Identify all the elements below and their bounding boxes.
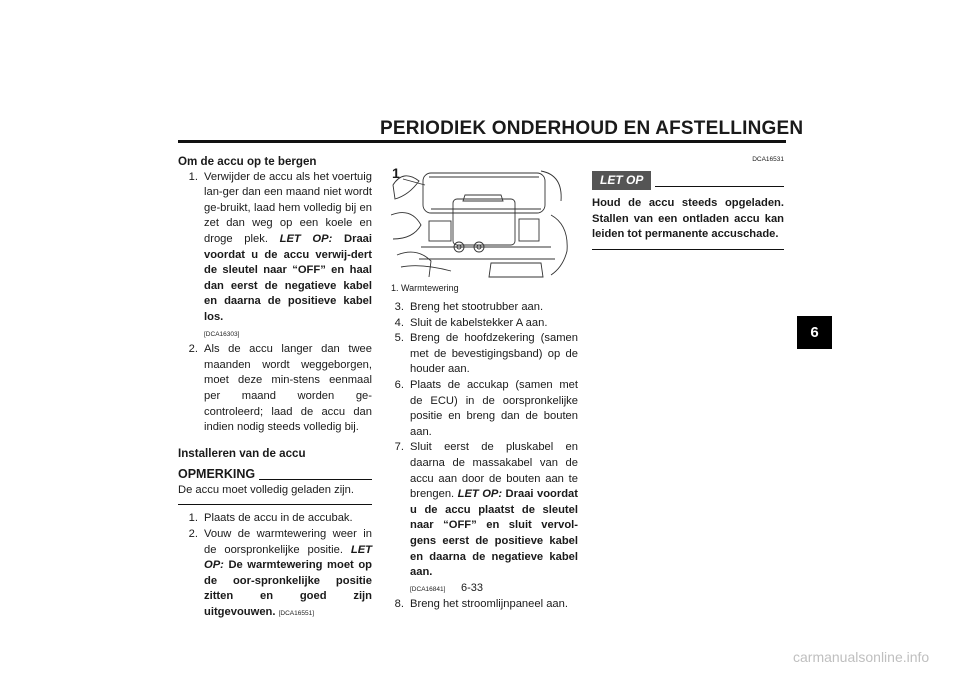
list-item (384, 316, 578, 332)
step-text: Sluit de kabelstekker A aan. (410, 316, 548, 329)
list-item (178, 170, 372, 343)
list-item (178, 527, 372, 622)
note-label: OPMERKING (178, 467, 256, 482)
step-text: Verwijder de accu als het voertuig lan-ger dan een maand niet wordt ge-bruikt, laad hem volledig bij en zet dan weg op een koele en droge plek. (204, 170, 372, 245)
page-title: PERIODIEK ONDERHOUD EN AFSTELLINGEN (380, 118, 804, 139)
left-column (178, 154, 372, 622)
list-item (178, 342, 372, 436)
middle-column (384, 300, 578, 613)
figure-caption: 1. Warmtewering (391, 283, 459, 293)
caution-label: LET OP: (279, 232, 333, 245)
page-number: 6-33 (461, 582, 484, 594)
step-text: Breng het stroomlijnpaneel aan. (410, 598, 568, 611)
step-text: Als de accu langer dan twee maanden wordt weggeborgen, moet deze min-stens eenmaal per maand worden ge-controleerd; laad de accu dan indien nodig steeds volledig bij. (204, 343, 372, 434)
list-item (384, 331, 578, 378)
header-rule (178, 140, 786, 143)
note-end-rule (178, 504, 372, 505)
note-text: De accu moet volledig geladen zijn. (178, 483, 354, 496)
list-item (384, 378, 578, 440)
chapter-tab: 6 (797, 316, 832, 349)
step-number: 3. (394, 301, 404, 313)
reference-code: [DCA16551] (278, 610, 315, 618)
step-text: Plaats de accukap (samen met de ECU) in de oorspronkelijke positie en breng dan de bouten aan. (410, 378, 578, 438)
caution-text: De warmtewering moet op de oor-spronkelijke positie zitten en goed zijn uitgevouwen. (204, 559, 372, 619)
list-item (384, 440, 578, 597)
step-text: Breng de hoofdzekering (samen met de bevestigingsband) op de houder aan. (410, 332, 578, 376)
caution-header (592, 171, 784, 191)
step-text: Sluit eerst de pluskabel en daarna de massakabel van de accu aan door de bouten aan te brengen. (410, 441, 578, 501)
caution-text: Houd de accu steeds opgeladen. Stallen van een ontladen accu kan leiden tot permanente accuschade. (592, 197, 784, 241)
step-number: 2. (188, 343, 198, 356)
note-header (178, 467, 372, 483)
reference-code: [DCA16841] (410, 585, 446, 593)
right-column (592, 152, 784, 250)
caution-text: Draai voordat u de accu verwij-dert de sleutel naar “OFF” en haal dan eerst de negatieve kabel en daarna de positieve kabel los. (204, 232, 373, 323)
reference-code: [DCA16303] (204, 330, 240, 338)
caution-end-rule (592, 249, 784, 250)
list-item (384, 597, 578, 613)
watermark: carmanualsonline.info (793, 649, 930, 665)
list-item (384, 300, 578, 316)
step-number: 1. (188, 512, 198, 525)
step-text: Plaats de accu in de accubak. (204, 512, 353, 525)
step-number: 8. (394, 598, 404, 611)
caution-badge: LET OP (592, 171, 651, 191)
caution-code: DCA16531 (752, 156, 784, 163)
install-heading: Installeren van de accu (178, 446, 306, 460)
list-item (178, 511, 372, 527)
battery-figure (391, 155, 572, 279)
caution-text: Draai voordat u de accu plaatst de sleutel naar “OFF” en sluit vervol-gens eerst de positieve kabel en daarna de negatieve kabel aan. (410, 488, 579, 579)
caution-label: LET OP: (457, 488, 503, 501)
store-heading: Om de accu op te bergen (178, 155, 317, 168)
step-number: 2. (188, 528, 198, 541)
caution-label: LET OP: (204, 543, 372, 572)
step-text: Vouw de warmtewering weer in de oorspronkelijke positie. (204, 528, 372, 556)
step-number: 1. (188, 170, 198, 183)
step-number: 6. (394, 378, 404, 391)
battery-illustration (391, 155, 572, 279)
caution-rule (655, 186, 784, 187)
step-text: Breng het stootrubber aan. (410, 301, 544, 313)
step-number: 7. (394, 441, 404, 454)
step-number: 4. (394, 316, 404, 329)
note-rule (259, 479, 372, 480)
figure-callout: 1 (392, 165, 400, 181)
step-number: 5. (394, 332, 404, 345)
